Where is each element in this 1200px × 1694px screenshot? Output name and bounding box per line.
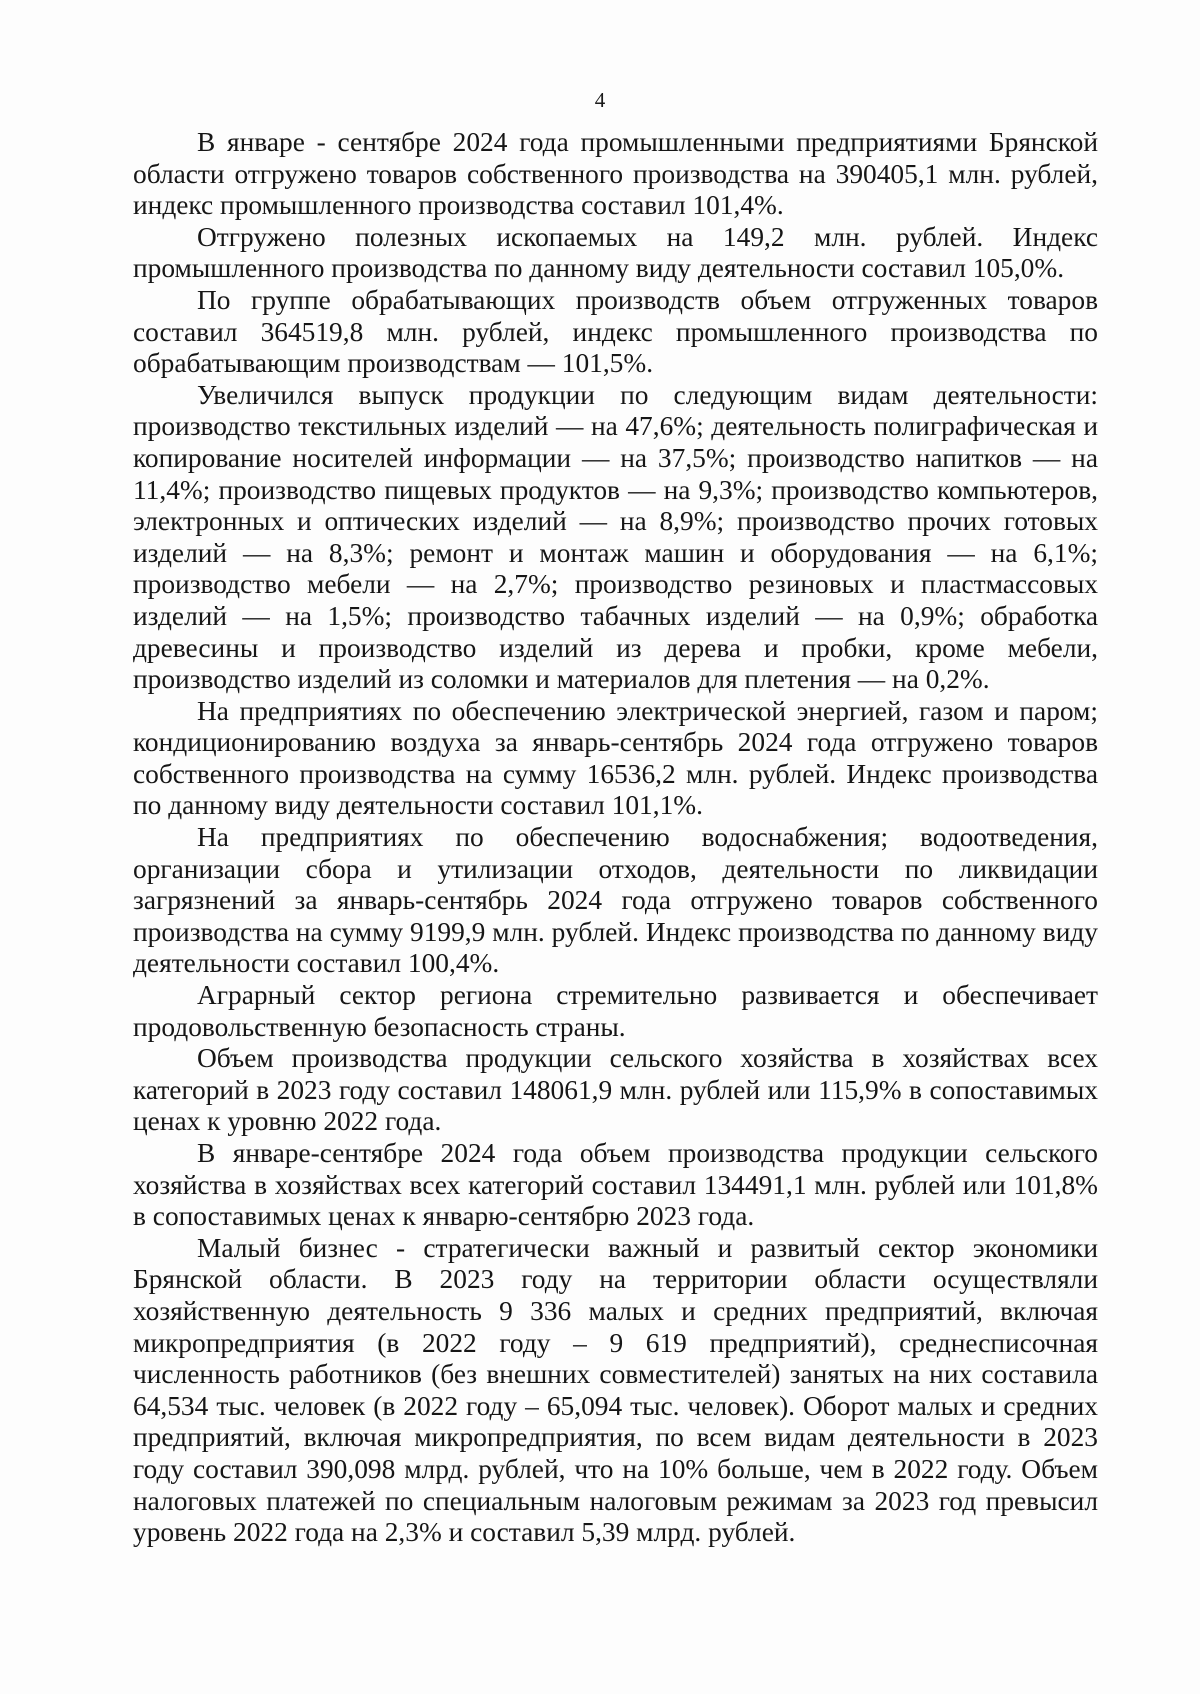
paragraph-agriculture-2024: В январе-сентябре 2024 года объем производства продукции сельского хозяйства в хозяйствах всех категорий составил 134491,1 млн. рублей или 101,8% в сопоставимых ценах к январю-сентябрю 2023 года.: [133, 1138, 1098, 1232]
paragraph-manufacturing: По группе обрабатывающих производств объем отгруженных товаров составил 364519,8 млн. рублей, индекс промышленного производства по обрабатывающим производствам — 101,5%.: [133, 284, 1098, 379]
paragraph-agrarian-sector: Аграрный сектор региона стремительно развивается и обеспечивает продовольственную безопасность страны.: [133, 980, 1098, 1042]
paragraph-small-business: Малый бизнес - стратегически важный и развитый сектор экономики Брянской области. В 2023 году на территории области осуществляли хозяйственную деятельность 9 336 малых и средних предприятий, включая микропредприятия (в 2022 году – 9 619 предприятий), среднесписочная численность работников (без внешних совместителей) занятых на них составила 64,534 тыс. человек (в 2022 году – 65,094 тыс. человек). Оборот малых и средних предприятий, включая микропредприятия, по всем видам деятельности в 2023 году составил 390,098 млрд. рублей, что на 10% больше, чем в 2022 году. Объем налоговых платежей по специальным налоговым режимам за 2023 год превысил уровень 2022 года на 2,3% и составил 5,39 млрд. рублей.: [133, 1232, 1098, 1548]
paragraph-output-growth: Увеличился выпуск продукции по следующим видам деятельности: производство текстильных изделий — на 47,6%; деятельность полиграфическая и копирование носителей информации — на 37,5%; производство напитков — на 11,4%; производство пищевых продуктов — на 9,3%; производство компьютеров, электронных и оптических изделий — на 8,9%; производство прочих готовых изделий — на 8,3%; ремонт и монтаж машин и оборудования — на 6,1%; производство мебели — на 2,7%; производство резиновых и пластмассовых изделий — на 1,5%; производство табачных изделий — на 0,9%; обработка древесины и производство изделий из дерева и пробки, кроме мебели, производство изделий из соломки и материалов для плетения — на 0,2%.: [133, 379, 1098, 695]
paragraph-water-supply: На предприятиях по обеспечению водоснабжения; водоотведения, организации сбора и утилизации отходов, деятельности по ликвидации загрязнений за январь-сентябрь 2024 года отгружено товаров собственного производства на сумму 9199,9 млн. рублей. Индекс производства по данному виду деятельности составил 100,4%.: [133, 822, 1098, 979]
paragraph-energy: На предприятиях по обеспечению электрической энергией, газом и паром; кондиционированию воздуха за январь-сентябрь 2024 года отгружено товаров собственного производства на сумму 16536,2 млн. рублей. Индекс производства по данному виду деятельности составил 101,1%.: [133, 695, 1098, 821]
paragraph-industry-overview: В январе - сентябре 2024 года промышленными предприятиями Брянской области отгружено товаров собственного производства на 390405,1 млн. рублей, индекс промышленного производства составил 101,4%.: [133, 127, 1098, 221]
paragraph-mining: Отгружено полезных ископаемых на 149,2 млн. рублей. Индекс промышленного производства по данному виду деятельности составил 105,0%.: [133, 221, 1098, 284]
page-number: 4: [594, 88, 606, 112]
document-body: [133, 127, 1098, 1549]
paragraph-agriculture-2023: Объем производства продукции сельского хозяйства в хозяйствах всех категорий в 2023 году составил 148061,9 млн. рублей или 115,9% в сопоставимых ценах к уровню 2022 года.: [133, 1043, 1098, 1137]
